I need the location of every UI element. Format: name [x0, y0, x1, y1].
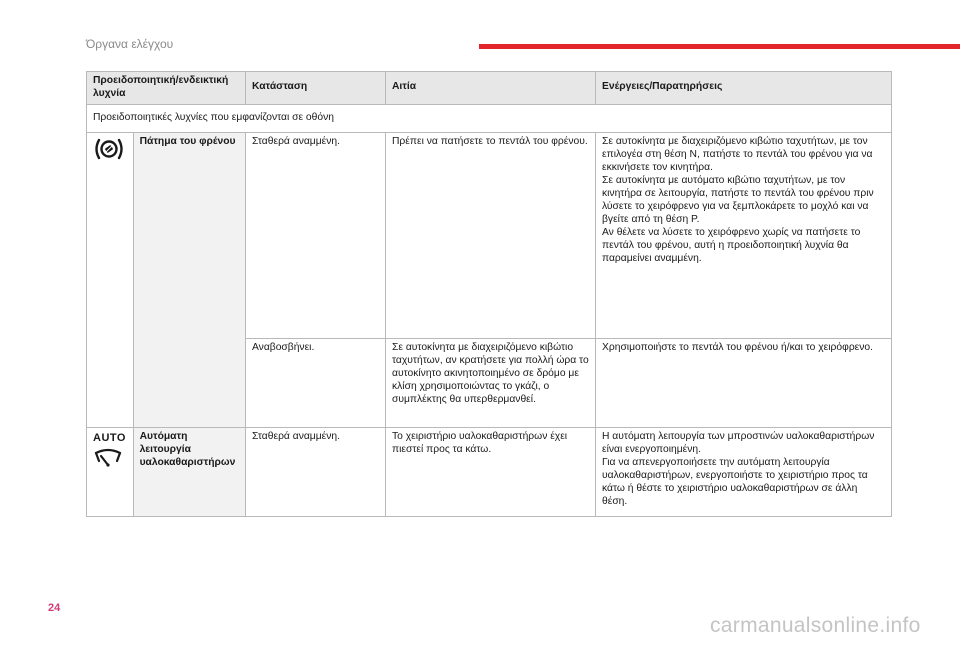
lamp-name: Πάτημα του φρένου: [133, 132, 245, 427]
warning-lamps-table: [86, 71, 892, 517]
section-title: Όργανα ελέγχου: [86, 37, 174, 51]
column-header-lamp: Προειδοποιητική/ενδεικτική λυχνία: [87, 72, 246, 105]
icon-cell: [87, 427, 134, 516]
lamp-cause: Πρέπει να πατήσετε το πεντάλ του φρένου.: [386, 132, 596, 338]
column-header-actions: Ενέργειες/Παρατηρήσεις: [596, 72, 892, 105]
table-subheading: Προειδοποιητικές λυχνίες που εμφανίζονται σε οθόνη: [87, 104, 892, 132]
action-paragraph: Για να απενεργοποιήσετε την αυτόματη λειτουργία υαλοκαθαριστήρων, ενεργοποιήστε το χειριστήριο προς τα κάτω ή θέστε το χειριστήριο υαλοκαθαριστήρων σε άλλη θέση.: [602, 456, 868, 507]
table-header-row: [87, 72, 892, 105]
table-row: [87, 132, 892, 338]
column-header-state: Κατάσταση: [246, 72, 386, 105]
lamp-state: Αναβοσβήνει.: [246, 338, 386, 427]
header-accent-bar: [479, 44, 960, 49]
lamp-state: Σταθερά αναμμένη.: [246, 132, 386, 338]
action-paragraph: Αν θέλετε να λύσετε το χειρόφρενο χωρίς να πατήσετε το πεντάλ του φρένου, αυτή η προειδοποιητική λυχνία θα παραμείνει αναμμένη.: [602, 226, 861, 264]
lamp-cause: Σε αυτοκίνητα με διαχειριζόμενο κιβώτιο ταχυτήτων, αν κρατήσετε για πολλή ώρα το αυτοκίνητο ακινητοποιημένο σε δρόμο με κλίση χρησιμοποιώντας το γκάζι, ο συμπλέκτης θα υπερθερμανθεί.: [386, 338, 596, 427]
watermark: carmanualsonline.info: [710, 614, 921, 637]
lamp-state: Σταθερά αναμμένη.: [246, 427, 386, 516]
action-paragraph: Η αυτόματη λειτουργία των μπροστινών υαλοκαθαριστήρων είναι ενεργοποιημένη.: [602, 430, 875, 455]
lamp-actions: Χρησιμοποιήστε το πεντάλ του φρένου ή/και το χειρόφρενο.: [596, 338, 892, 427]
action-paragraph: Σε αυτοκίνητα με διαχειριζόμενο κιβώτιο ταχυτήτων, με τον επιλογέα στη θέση N, πατήστε το πεντάλ του φρένου για να εκκινήσετε τον κινητήρα.: [602, 135, 873, 173]
lamp-name: Αυτόματη λειτουργία υαλοκαθαριστήρων: [133, 427, 245, 516]
lamp-actions: [596, 132, 892, 338]
action-paragraph: Σε αυτοκίνητα με αυτόματο κιβώτιο ταχυτήτων, με τον κινητήρα σε λειτουργία, πατήστε το πεντάλ του φρένου πριν λύσετε το χειρόφρενο για να ξεμπλοκάρετε το μοχλό και να βγείτε από τη θέση P.: [602, 174, 874, 225]
lamp-actions: [596, 427, 892, 516]
icon-cell: [87, 132, 134, 427]
lamp-cause: Το χειριστήριο υαλοκαθαριστήρων έχει πιεστεί προς τα κάτω.: [386, 427, 596, 516]
column-header-cause: Αιτία: [386, 72, 596, 105]
brake-pedal-icon: [93, 153, 125, 164]
table-subheading-row: [87, 104, 892, 132]
auto-label: AUTO: [93, 431, 126, 444]
table-row: [87, 427, 892, 516]
auto-wiper-icon: [93, 460, 123, 471]
page-number: 24: [48, 602, 61, 614]
